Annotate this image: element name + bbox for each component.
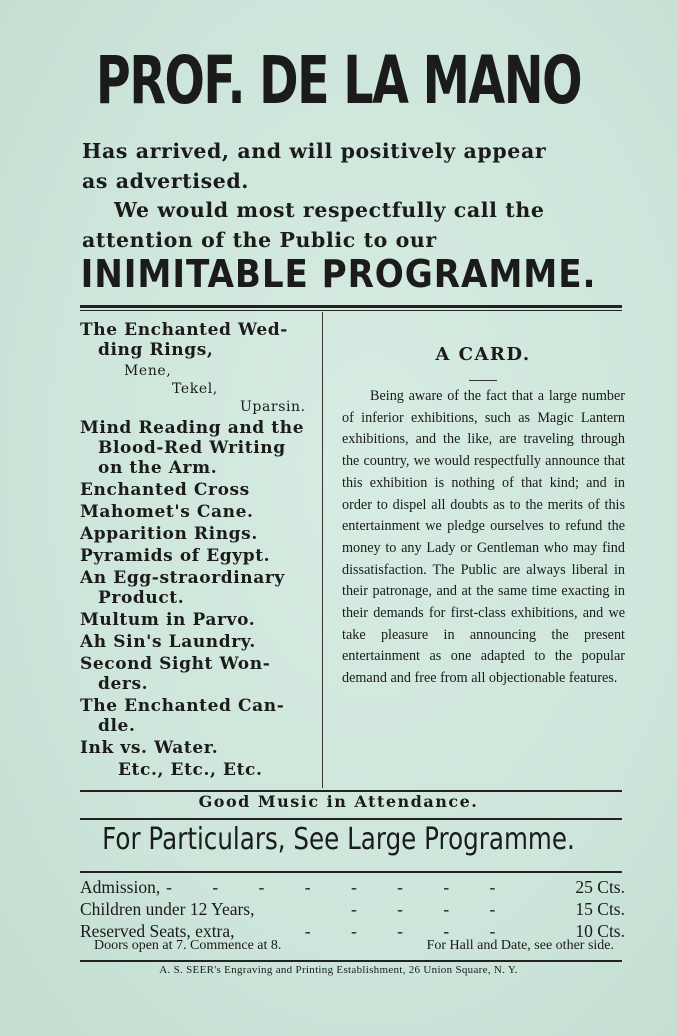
list-item-line: Mind Reading and the <box>80 418 305 438</box>
divider-rule <box>80 871 622 873</box>
divider-rule <box>80 818 622 820</box>
arrival-notice <box>82 136 642 196</box>
price-value: 15 Cts. <box>575 899 625 919</box>
card-title: A CARD. <box>435 344 531 365</box>
list-item: Ink vs. Water. <box>80 738 219 758</box>
list-item-line: ding Rings, <box>98 340 214 360</box>
hall-date-note: For Hall and Date, see other side. <box>426 938 614 953</box>
list-item: Apparition Rings. <box>80 524 258 544</box>
list-item-line: The Enchanted Wed- <box>80 320 288 340</box>
divider-rule <box>80 305 622 308</box>
headline-title: PROF. DE LA MANO <box>95 42 582 119</box>
divider-rule <box>80 310 622 311</box>
price-label: Children under 12 Years, <box>80 899 255 919</box>
list-item-line: ders. <box>98 674 149 694</box>
sub-word: Uparsin. <box>240 399 306 415</box>
price-value: 10 Cts. <box>575 921 625 941</box>
list-item <box>80 320 316 360</box>
sub-word: Tekel, <box>172 381 218 397</box>
list-item-line: Second Sight Won- <box>80 654 271 674</box>
price-value: 25 Cts. <box>575 877 625 897</box>
list-item: Pyramids of Egypt. <box>80 546 271 566</box>
arrival-line-2: as advertised. <box>82 169 250 193</box>
list-item-line: on the Arm. <box>98 458 218 478</box>
particulars-heading: For Particulars, See Large Programme. <box>102 822 575 857</box>
list-item <box>80 568 316 608</box>
list-item: Etc., Etc., Etc. <box>118 760 263 780</box>
list-item: Enchanted Cross <box>80 480 250 500</box>
list-item <box>80 418 316 478</box>
list-item <box>80 654 316 694</box>
list-item-sublist <box>80 362 316 416</box>
attention-notice <box>82 195 642 255</box>
column-divider <box>322 312 323 788</box>
list-item-line: Blood-Red Writing <box>98 438 286 458</box>
list-item-line: The Enchanted Can- <box>80 696 285 716</box>
list-item-line: An Egg-straordinary <box>80 568 285 588</box>
divider-rule <box>80 960 622 962</box>
list-item <box>80 696 316 736</box>
price-label: Reserved Seats, extra, <box>80 921 235 941</box>
price-list <box>80 876 625 942</box>
programme-heading: INIMITABLE PROGRAMME. <box>80 252 597 296</box>
attention-line-1: We would most respectfully call the <box>114 198 545 222</box>
printer-imprint: A. S. SEER's Engraving and Printing Establishment, 26 Union Square, N. Y. <box>159 964 518 976</box>
music-notice: Good Music in Attendance. <box>198 792 479 811</box>
program-list <box>80 320 316 782</box>
doors-time: Doors open at 7. Commence at 8. <box>94 938 282 953</box>
price-row <box>80 876 625 898</box>
price-dots: - - - - - - - - <box>166 877 514 897</box>
sub-word: Mene, <box>124 363 172 379</box>
price-row <box>80 898 625 920</box>
price-label: Admission, <box>80 877 161 897</box>
list-item-line: dle. <box>98 716 136 736</box>
list-item: Multum in Parvo. <box>80 610 256 630</box>
arrival-line-1: Has arrived, and will positively appear <box>82 139 547 163</box>
price-dots: - - - - - <box>304 921 514 941</box>
list-item: Ah Sin's Laundry. <box>80 632 256 652</box>
card-title-underline <box>469 380 497 381</box>
card-body: Being aware of the fact that a large number of inferior exhibitions, such as Magic Lantern exhibitions, and the like, are traveling through the country, we would respectfully announce that this exhibition is nothing of that kind; and in order to dispel all doubts as to the merits of this entertainment we pledge ourselves to refund the money to any Lady or Gentleman who may find dissatisfaction. The Public are always liberal in their patronage, and at the same time exacting in their demands for first-class exhibitions, and we take pleasure in announcing the present entertainment as one adapted to the popular demand and free from all objectionable features. <box>342 388 625 687</box>
attention-line-2: attention of the Public to our <box>82 228 437 252</box>
list-item-line: Product. <box>98 588 185 608</box>
schedule-row <box>94 938 614 954</box>
list-item: Mahomet's Cane. <box>80 502 254 522</box>
price-dots: - - - - <box>350 899 514 919</box>
